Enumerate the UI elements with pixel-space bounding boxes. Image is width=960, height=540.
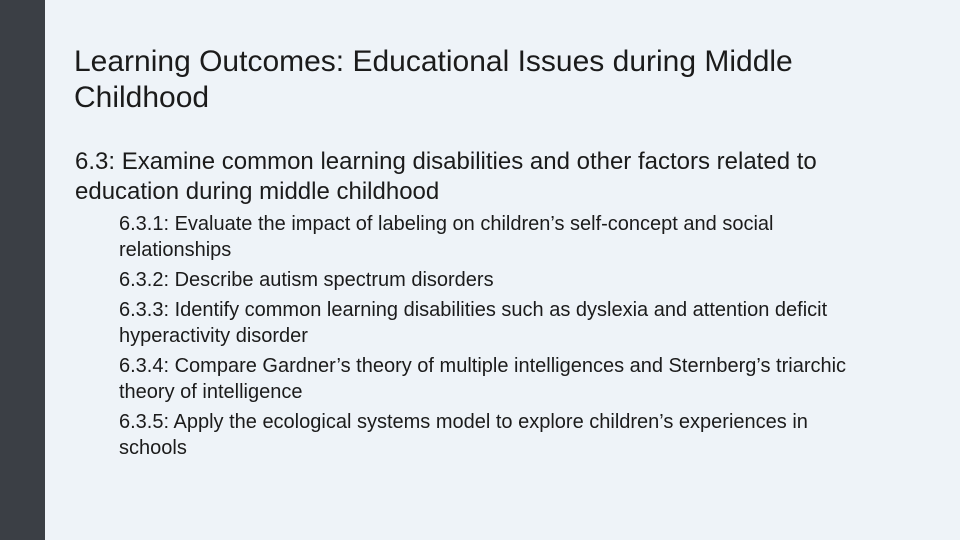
sub-outcomes-list <box>119 211 879 465</box>
left-accent-bar <box>0 0 45 540</box>
sub-outcome-6-3-1: 6.3.1: Evaluate the impact of labeling on children’s self-concept and social relationships <box>119 213 774 261</box>
sub-outcome-6-3-2: 6.3.2: Describe autism spectrum disorders <box>119 269 494 291</box>
sub-outcome-6-3-4: 6.3.4: Compare Gardner’s theory of multiple intelligences and Sternberg’s triarchic theory of intelligence <box>119 355 847 403</box>
slide-title: Learning Outcomes: Educational Issues during Middle Childhood <box>74 45 793 114</box>
sub-outcome-6-3-5: 6.3.5: Apply the ecological systems model to explore children’s experiences in schools <box>119 411 808 459</box>
main-outcome: 6.3: Examine common learning disabilities and other factors related to education during middle childhood <box>75 148 817 205</box>
sub-outcome-6-3-3: 6.3.3: Identify common learning disabilities such as dyslexia and attention deficit hyperactivity disorder <box>119 299 828 347</box>
